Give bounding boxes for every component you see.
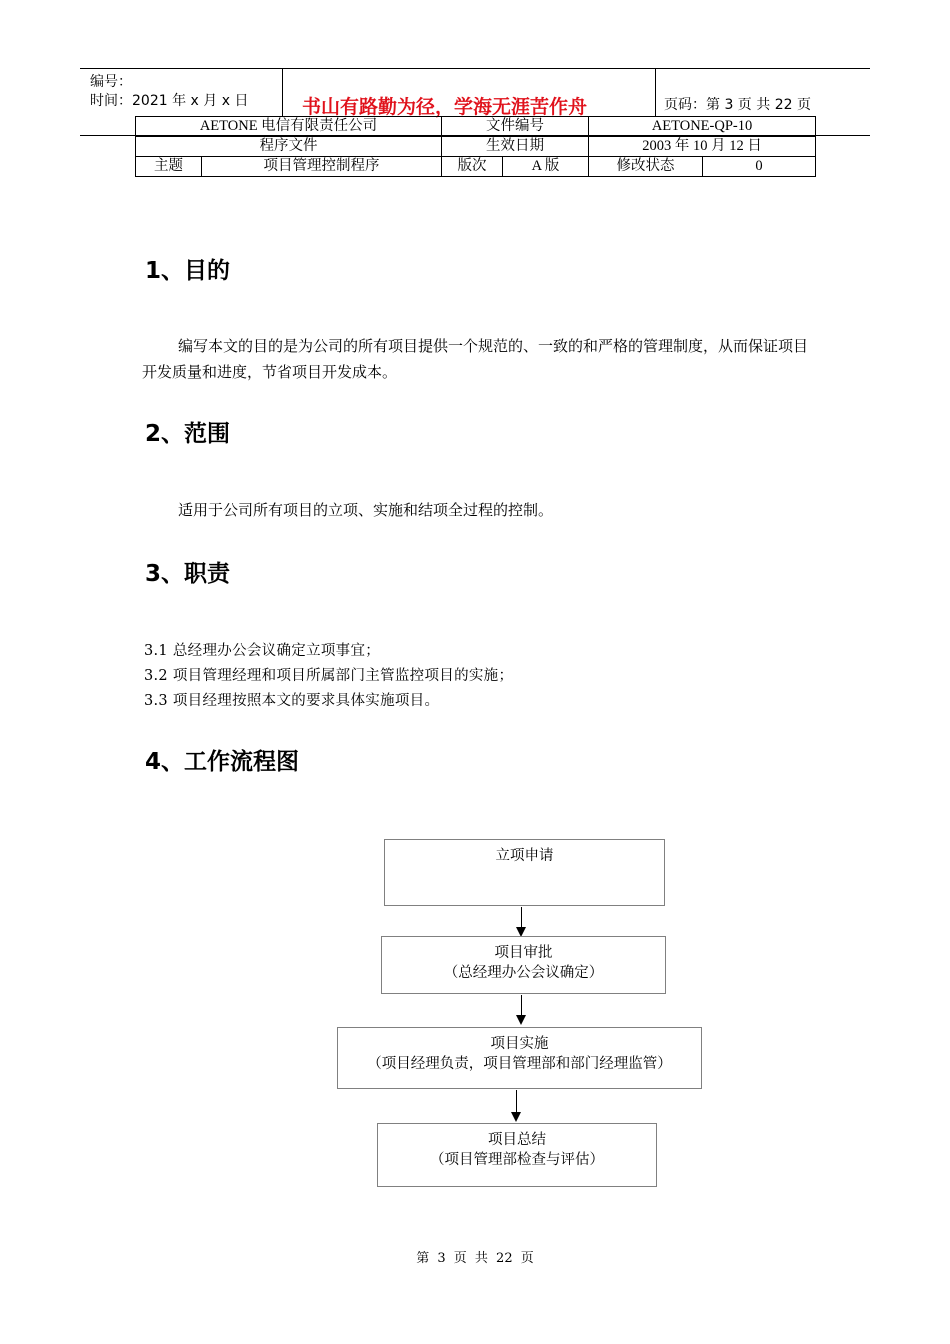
list-item: 3.1 总经理办公会议确定立项事宜；: [144, 643, 381, 659]
flow-step-note: （项目管理部检查与评估）: [430, 1152, 604, 1168]
company-name: AETONE 电信有限责任公司: [136, 117, 442, 137]
flow-step-apply: [384, 839, 665, 906]
flow-step-title: 立项申请: [495, 848, 554, 864]
doc-no-value: AETONE-QP-10: [589, 117, 816, 137]
section-heading-workflow: 4、工作流程图: [145, 749, 300, 775]
revision-label: 修改状态: [589, 157, 703, 177]
purpose-text: 编写本文的目的是为公司的所有项目提供一个规范的、一致的和严格的管理制度，从而保证项目开发质量和进度，节省项目开发成本。: [142, 337, 809, 381]
revision-value: 0: [703, 157, 816, 177]
header-divider-right: [655, 68, 656, 116]
section-text-purpose: [142, 333, 810, 385]
flow-step-title: 项目总结: [488, 1132, 546, 1148]
arrow-down-icon: [516, 1015, 526, 1025]
flow-connector: [521, 995, 522, 1015]
arrow-down-icon: [511, 1112, 521, 1122]
header-divider-left: [282, 68, 283, 116]
section-heading-purpose: 1、目的: [145, 258, 231, 284]
header-page-label: 页码：第 3 页 共 22 页: [664, 97, 811, 113]
flow-step-note: （项目经理负责，项目管理部和部门经理监管）: [367, 1056, 672, 1072]
header-time-label: 时间：2021 年 x 月 x 日: [90, 93, 249, 109]
doc-no-label: 文件编号: [442, 117, 589, 137]
effective-date-value: 2003 年 10 月 12 日: [589, 137, 816, 157]
flow-connector: [516, 1090, 517, 1112]
subject-label: 主题: [136, 157, 202, 177]
flow-step-summary: [377, 1123, 657, 1187]
header-top-rule: [80, 68, 870, 69]
section-text-scope: [142, 497, 810, 523]
section-heading-responsibility: 3、职责: [145, 561, 231, 587]
subject-value: 项目管理控制程序: [202, 157, 442, 177]
flow-step-approve: [381, 936, 666, 994]
flow-step-implement: [337, 1027, 702, 1089]
doc-type: 程序文件: [136, 137, 442, 157]
list-item: 3.2 项目管理经理和项目所属部门主管监控项目的实施；: [144, 668, 514, 684]
document-info-table: [135, 116, 816, 177]
table-row: [136, 117, 816, 137]
table-row: [136, 137, 816, 157]
page-footer: 第 3 页 共 22 页: [416, 1251, 534, 1266]
scope-text: 适用于公司所有项目的立项、实施和结项全过程的控制。: [178, 501, 554, 519]
flow-step-title: 项目实施: [490, 1036, 549, 1052]
edition-value: A 版: [503, 157, 589, 177]
edition-label: 版次: [442, 157, 503, 177]
effective-date-label: 生效日期: [442, 137, 589, 157]
flow-connector: [521, 907, 522, 927]
header-number-label: 编号：: [90, 74, 132, 90]
header-motto: 书山有路勤为径，学海无涯苦作舟: [302, 96, 588, 118]
section-heading-scope: 2、范围: [145, 421, 231, 447]
flow-step-title: 项目审批: [494, 945, 553, 961]
flow-step-note: （总经理办公会议确定）: [443, 965, 604, 981]
list-item: 3.3 项目经理按照本文的要求具体实施项目。: [144, 693, 440, 709]
table-row: [136, 157, 816, 177]
